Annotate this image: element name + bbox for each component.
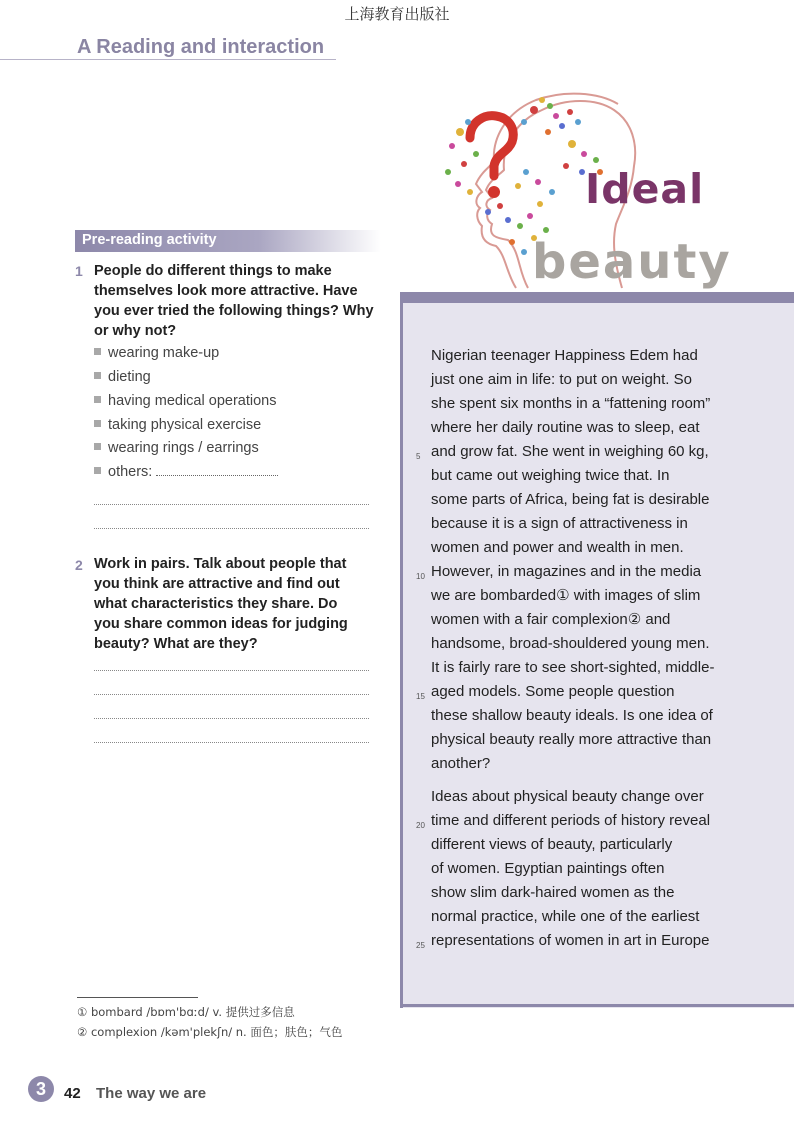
list-item: having medical operations [94, 393, 276, 417]
section-title-rule [0, 59, 336, 60]
article-body: Nigerian teenager Happiness Edem had just one aim in life: to put on weight. So she spent six months in a “fattening room” where her daily routine was to sleep, eat 5 and grow fat. She went in weighing 60 kg, but came out weighing twice that. In some parts of Africa, being fat is desirable because it is a sign of attractiveness in women and power and wealth in men. 10 However, in magazines and in the media we are bombarded① with images of slim women with a fair complexion② and handsome, broad-shouldered young men. It is fairly rare to see short-sighted, middle- 15 aged models. Some people question these shallow beauty ideals. Is one idea of physical beauty really more attractive than another? Ideas about physical beauty change over 20 time and different periods of history reveal different views of beauty, particularly of women. Egyptian paintings often show slim dark-haired women as the normal practice, while one of the earliest 25 representations of women in art in Europe [431, 344, 731, 953]
panel-bottom-border [400, 1004, 794, 1007]
line-number: 15 [416, 692, 425, 701]
others-blank[interactable] [156, 464, 278, 476]
article-title-ideal: Ideal [585, 165, 705, 213]
panel-left-border [400, 292, 403, 1008]
answer-line[interactable] [94, 504, 369, 505]
pre-reading-label: Pre-reading activity [82, 232, 217, 248]
list-item: dieting [94, 369, 151, 393]
answer-line[interactable] [94, 694, 369, 695]
panel-top-border [400, 292, 794, 303]
footnote-bombard: ① bombard /bɒm'bɑːd/ v. 提供过多信息 [77, 1005, 295, 1019]
unit-title: The way we are [96, 1085, 207, 1102]
question-2-text: Work in pairs. Talk about people that you think are attractive and find out what characteristics they share. Do you share common ideas for judging beauty? What are they? [94, 556, 348, 652]
unit-number-badge: 3 [28, 1076, 54, 1102]
footnote-complexion: ② complexion /kəm'plekʃn/ n. 面色；肤色；气色 [77, 1025, 343, 1039]
section-title: A Reading and interaction [77, 36, 325, 58]
line-number: 20 [416, 821, 425, 830]
answer-line[interactable] [94, 670, 369, 671]
line-number: 25 [416, 941, 425, 950]
publisher-name: 上海教育出版社 [344, 5, 450, 23]
list-item: wearing rings / earrings [94, 440, 259, 464]
list-item: taking physical exercise [94, 417, 261, 441]
line-number: 5 [416, 452, 421, 461]
line-number: 10 [416, 572, 425, 581]
list-item: wearing make-up [94, 345, 219, 369]
question-1-number: 1 [75, 263, 83, 279]
question-1-text: People do different things to make themselves look more attractive. Have you ever tried the following things? Why or why not? [94, 263, 374, 339]
article-title-beauty: beauty [532, 234, 732, 290]
list-item-others: others: [94, 464, 278, 488]
answer-line[interactable] [94, 718, 369, 719]
footnote-rule [77, 997, 198, 998]
page-number: 42 [64, 1085, 81, 1102]
answer-line[interactable] [94, 528, 369, 529]
colorful-dots-decoration [445, 97, 603, 255]
question-2-number: 2 [75, 557, 83, 573]
answer-line[interactable] [94, 742, 369, 743]
